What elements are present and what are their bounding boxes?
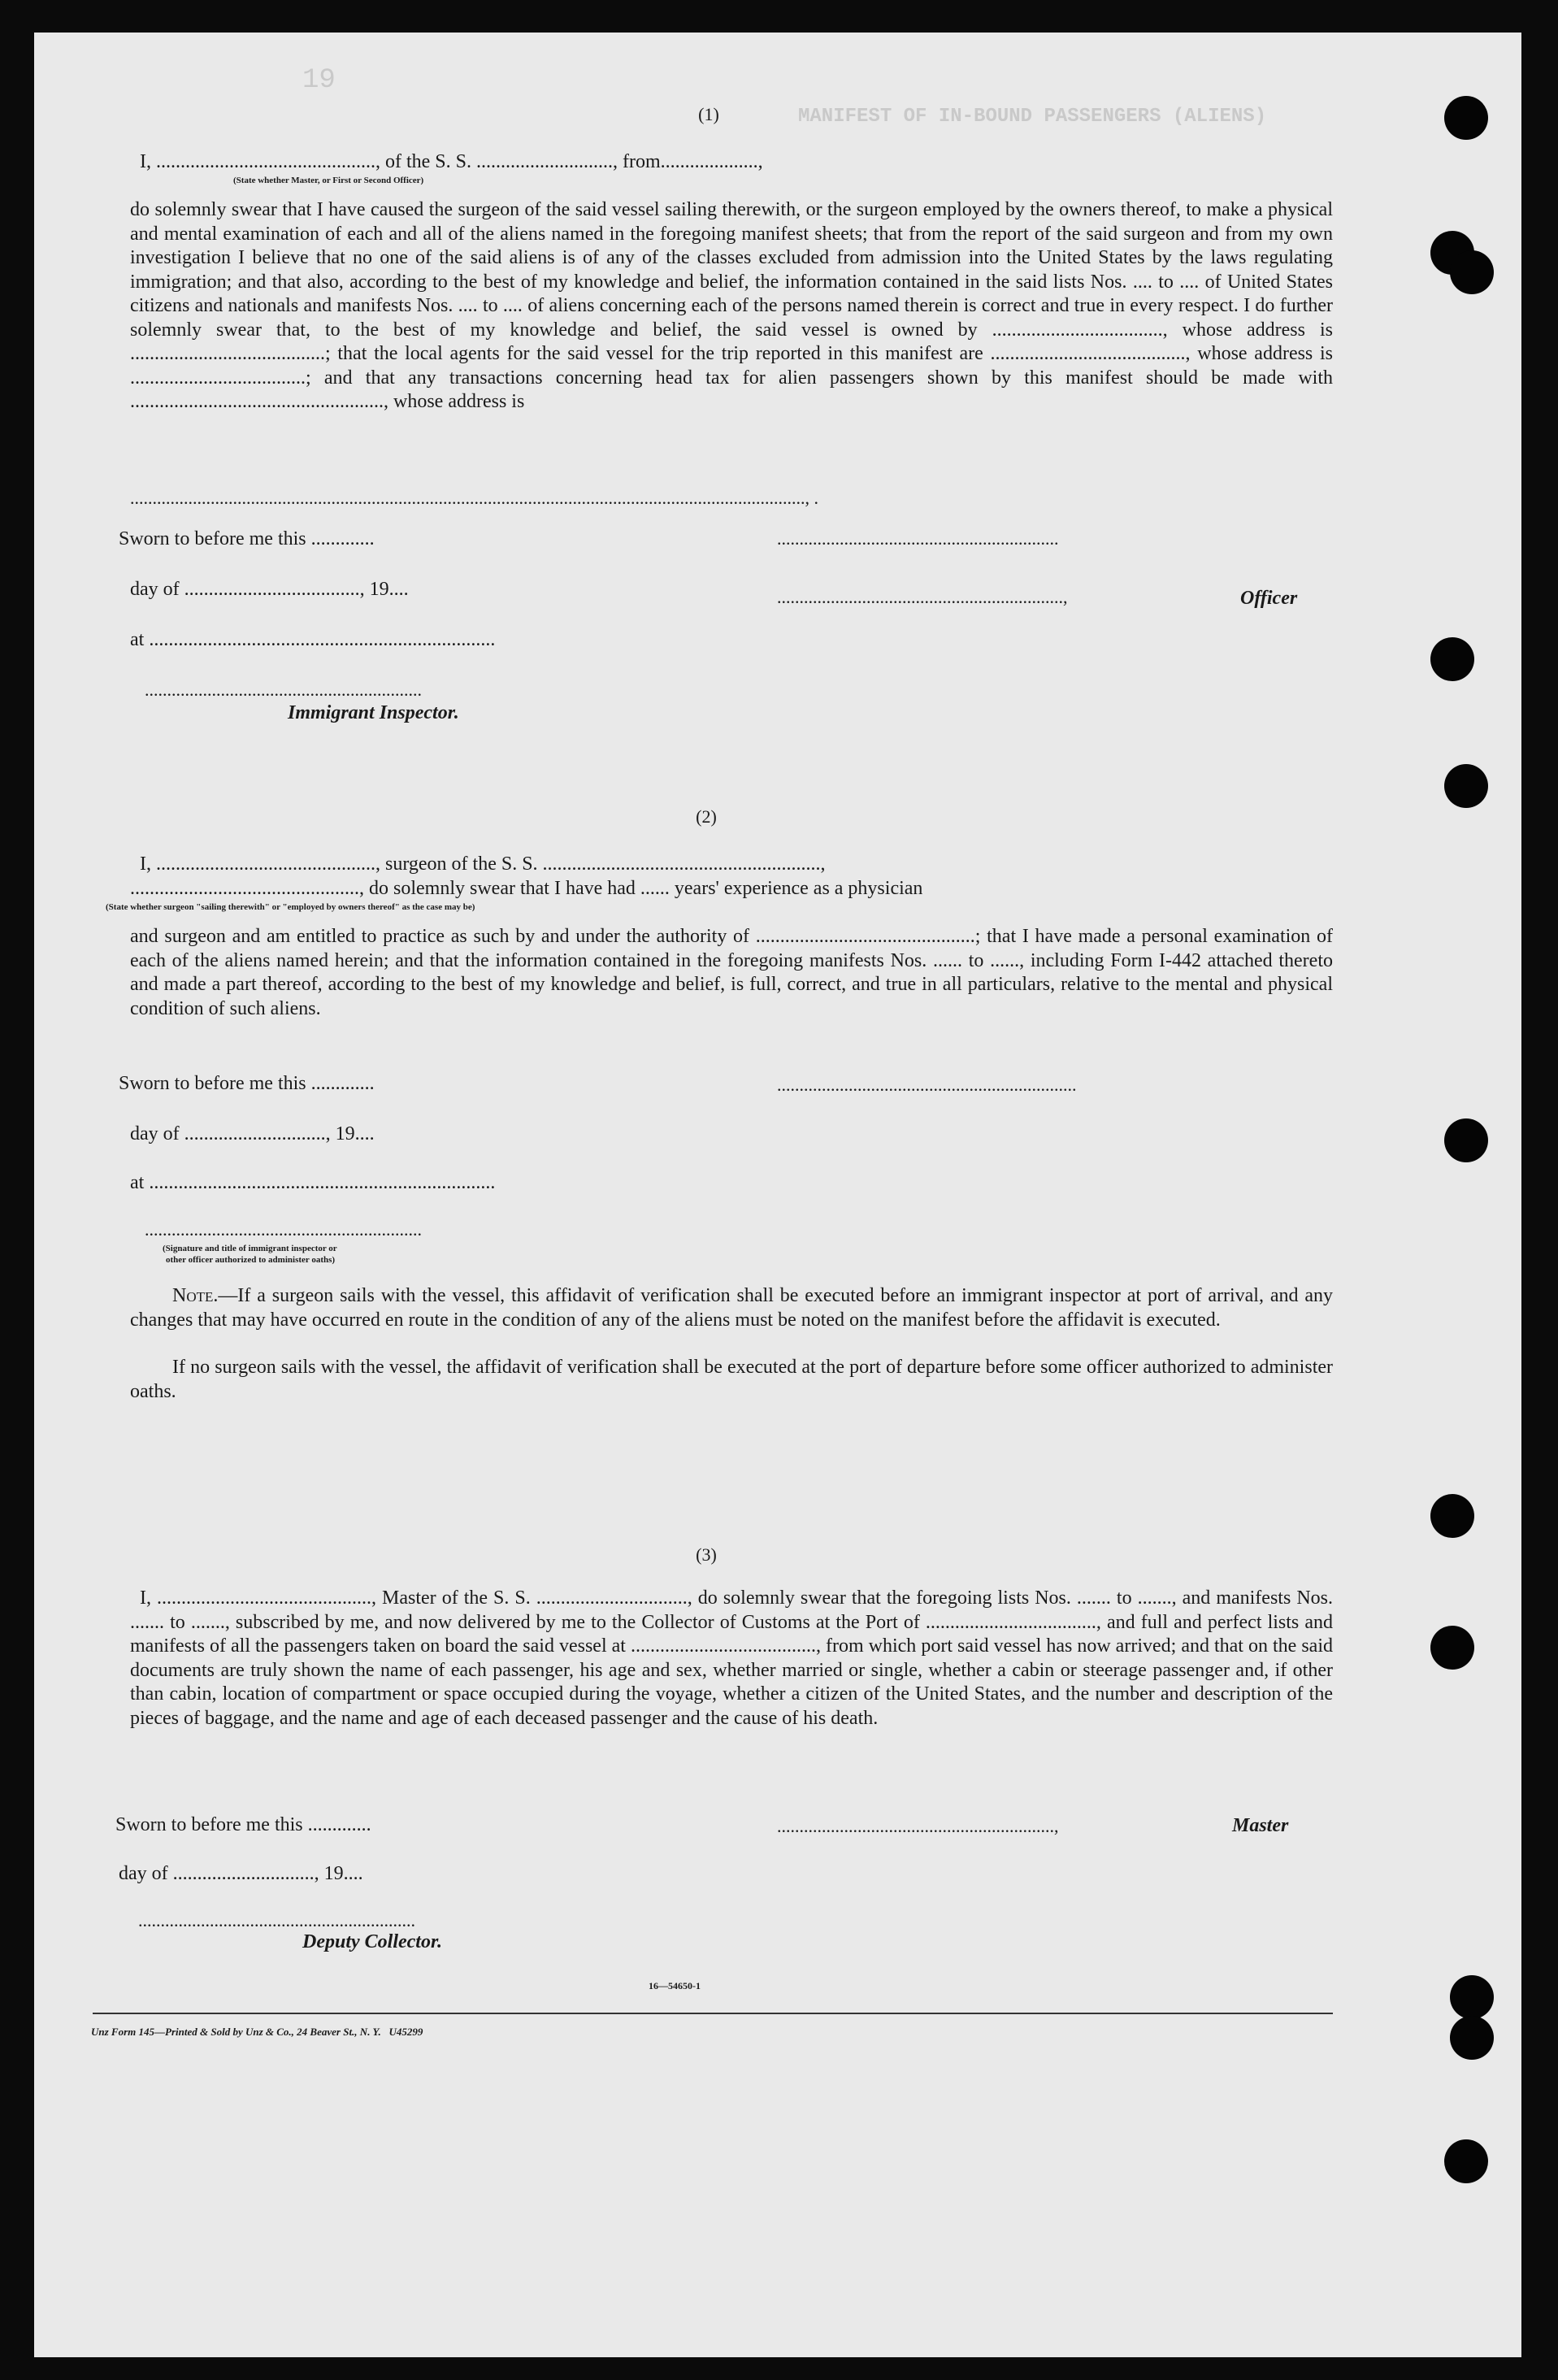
section-1-inspector: Immigrant Inspector.	[288, 702, 459, 723]
section-1-officer: Officer	[1240, 588, 1298, 609]
section-3-body: I, ............................................, Master of the S. S. ..............................., do solemnly swear that the foregoing lists Nos. ....... to ......., and manifests Nos. ....... to ......., subscribed by me, and now delivered by me to the Collector of Customs at the Port of ..................................., and full and perfect lists and manifests of all the passengers taken on board the said vessel at ......................................, from which port said vessel has now arrived; and that on the said documents are truly shown the name of each passenger, his age and sex, whether married or single, whether a cabin or steerage passenger and, if other than cabin, location of compartment or space occupied during the voyage, whether a citizen of the United States, and the number and description of the pieces of baggage, and the name and age of each deceased passenger and the cause of his death.	[130, 1587, 1333, 1729]
section-2-caption-line2: other officer authorized to administer oaths)	[166, 1255, 336, 1265]
section-2-day: day of ............................., 19....	[130, 1123, 375, 1144]
note-label: Note.	[172, 1285, 219, 1306]
punch-hole	[1444, 1118, 1488, 1162]
section-2-signature-dots: ..............................................................	[145, 1219, 422, 1240]
footer-imprint: Unz Form 145—Printed & Sold by Unz & Co., 24 Beaver St., N. Y. U45299	[91, 2026, 423, 2038]
section-3-day: day of ............................., 19....	[119, 1863, 363, 1884]
section-2-line1: I, ............................................., surgeon of the S. S. .........................................................,	[140, 853, 826, 875]
section-1-day: day of ...................................., 19....	[130, 579, 409, 600]
section-1-sworn: Sworn to before me this .............	[119, 528, 375, 549]
section-3-collector-dots: ..............................................................	[138, 1910, 415, 1930]
page-number: 19	[302, 65, 336, 96]
footer-rule	[93, 2013, 1333, 2014]
section-2-note-2: If no surgeon sails with the vessel, the affidavit of verification shall be executed at the port of departure before some officer authorized to administer oaths.	[130, 1357, 1333, 1402]
document-page	[34, 33, 1521, 2357]
section-3-number: (3)	[696, 1544, 717, 1565]
punch-hole	[1430, 1626, 1474, 1670]
section-3-master: Master	[1232, 1815, 1289, 1836]
section-2-number: (2)	[696, 806, 717, 827]
section-1-dots-line: ......................................................................................................................................................., .	[130, 488, 818, 508]
section-2-note	[130, 1284, 1333, 1332]
section-1-at: at .......................................................................	[130, 629, 496, 650]
section-2-caption: (State whether surgeon "sailing therewith" or "employed by owners thereof" as the case may be)	[106, 902, 475, 912]
section-3-sworn: Sworn to before me this .............	[115, 1814, 371, 1835]
section-1-number: (1)	[698, 104, 719, 124]
section-1-caption: (State whether Master, or First or Second Officer)	[233, 176, 424, 185]
punch-hole	[1444, 96, 1488, 140]
section-2-body: and surgeon and am entitled to practice as such by and under the authority of .............................................; that I have made a personal examination of each of the aliens named herein; and that the information contained in the foregoing manifests Nos. ...... to ......, including Form I-442 attached thereto and made a part thereof, according to the best of my knowledge and belief, is full, correct, and true in all particulars, relative to the mental and physical condition of such aliens.	[130, 926, 1333, 1019]
punch-hole	[1430, 1494, 1474, 1538]
section-1-officer-dots: ................................................................,	[777, 587, 1068, 607]
section-2-sworn: Sworn to before me this .............	[119, 1073, 375, 1094]
punch-hole	[1450, 250, 1494, 294]
form-code: 16—54650-1	[649, 1980, 701, 1991]
section-3-collector: Deputy Collector.	[302, 1931, 442, 1952]
punch-hole	[1450, 2016, 1494, 2060]
section-1-body: do solemnly swear that I have caused the surgeon of the said vessel sailing therewith, or the surgeon employed by the owners thereof, to make a physical and mental examination of each and all of the aliens named in the foregoing manifest sheets; that from the report of the said surgeon and from my own investigation I believe that no one of the said aliens is of any of the classes excluded from admission into the United States by the laws regulating immigration; and that also, according to the best of my knowledge and belief, the information contained in the said lists Nos. .... to .... of United States citizens and nationals and manifests Nos. .... to .... of aliens concerning each of the persons named therein is correct and true in every respect. I do further solemnly swear that, to the best of my knowledge and belief, the said vessel is owned by ..................................., whose address is ........................................; that the local agents for the said vessel for the trip reported in this manifest are ........................................, whose address is ....................................; and that any transactions concerning head tax for alien passengers shown by this manifest should be made with ...................................................., whose address is	[130, 199, 1333, 412]
punch-hole	[1444, 2139, 1488, 2183]
section-2-caption-line1: (Signature and title of immigrant inspector or	[163, 1244, 337, 1253]
section-1-inspector-dots: ..............................................................	[145, 680, 422, 700]
section-3-master-dots: ..............................................................,	[777, 1816, 1059, 1836]
note-text: —If a surgeon sails with the vessel, this affidavit of verification shall be executed before an immigrant inspector at port of arrival, and any changes that may have occurred en route in the condition of any of the aliens must be noted on the manifest before the affidavit is executed.	[130, 1285, 1333, 1331]
section-2-at: at .......................................................................	[130, 1172, 496, 1193]
punch-hole	[1450, 1975, 1494, 2019]
punch-hole	[1430, 637, 1474, 681]
punch-hole	[1444, 764, 1488, 808]
section-2-line2: ..............................................., do solemnly swear that I have had ...... years' experience as a physician	[130, 878, 923, 899]
section-1-sworn-signature: ...............................................................	[777, 528, 1059, 549]
faint-header: MANIFEST OF IN-BOUND PASSENGERS (ALIENS)	[798, 106, 1267, 128]
section-1-oath-line: I, ............................................., of the S. S. ............................, from....................,	[140, 151, 763, 172]
section-2-sworn-signature: ...................................................................	[777, 1075, 1077, 1095]
